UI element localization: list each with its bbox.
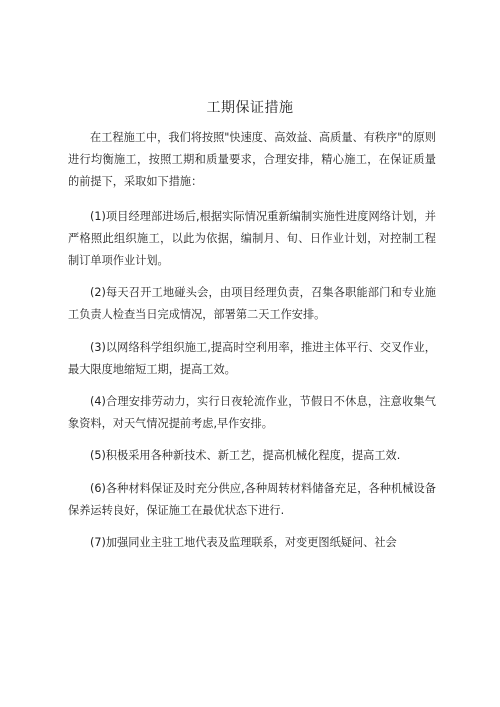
measure-7-paragraph: (7)加强同业主驻工地代表及监理联系，对变更图纸疑问、社会 <box>90 536 397 550</box>
document-title: 工期保证措施 <box>206 100 294 116</box>
document-body <box>68 127 436 564</box>
measure-5-paragraph: (5)积极采用各种新技术、新工艺，提高机械化程度，提高工效. <box>90 449 401 463</box>
measure-2-paragraph: (2)每天召开工地碰头会，由项目经理负责，召集各职能部门和专业施工负责人检查当日完成情况，部署第二天工作安排。 <box>68 286 436 322</box>
measure-6-paragraph: (6)各种材料保证及时充分供应,各种周转材料储备充足，各种机械设备保养运转良好，保证施工在最优状态下进行. <box>68 481 436 517</box>
measure-3-paragraph: (3)以网络科学组织施工,提高时空利用率，推进主体平行、交叉作业，最大限度地缩短工期，提高工效。 <box>68 340 436 376</box>
measure-1-paragraph: (1)项目经理部进场后,根据实际情况重新编制实施性进度网络计划，并严格照此组织施工，以此为依据，编制月、旬、日作业计划，对控制工程制订单项作业计划。 <box>68 209 436 268</box>
measure-4-paragraph: (4)合理安排劳动力，实行日夜轮流作业，节假日不休息，注意收集气象资料，对天气情况提前考虑,早作安排。 <box>68 395 436 431</box>
intro-paragraph: 在工程施工中，我们将按照"快速度、高效益、高质量、有秩序"的原则进行均衡施工，按照工期和质量要求，合理安排，精心施工，在保证质量的前提下，采取如下措施： <box>68 131 436 189</box>
